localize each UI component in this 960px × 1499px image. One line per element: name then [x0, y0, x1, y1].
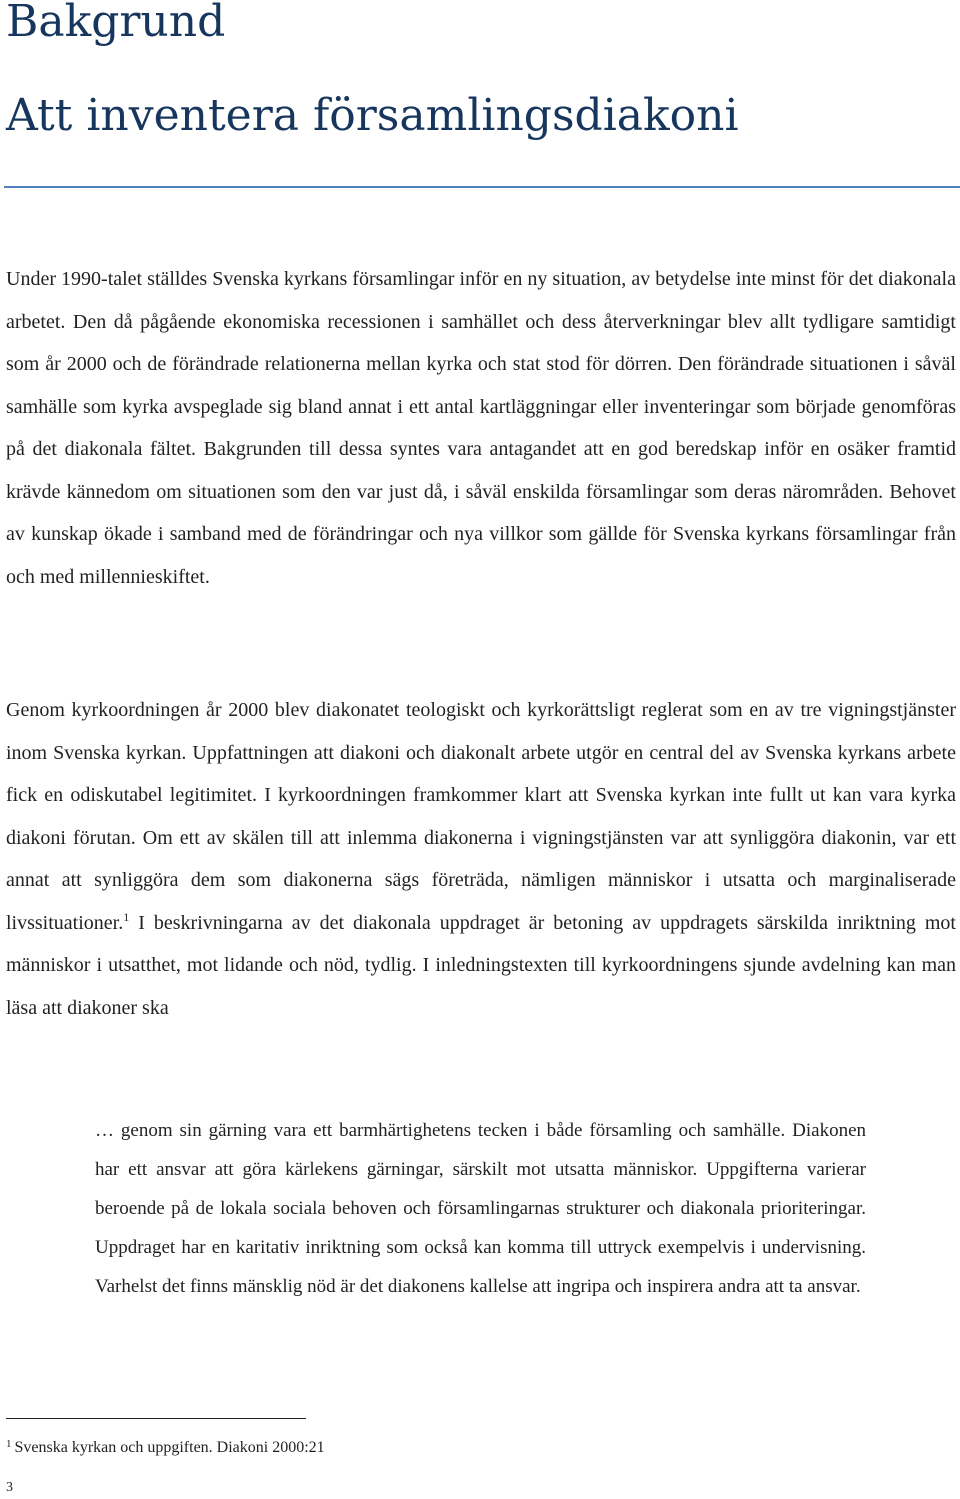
- body-paragraph-2: [6, 689, 956, 1029]
- title-divider: [4, 186, 960, 188]
- footnote: [6, 1433, 325, 1459]
- footnote-text: Svenska kyrkan och uppgiften. Diakoni 2000:21: [14, 1439, 325, 1456]
- footnote-reference[interactable]: 1: [123, 909, 130, 924]
- paragraph-2-text-before-ref: Genom kyrkoordningen år 2000 blev diakonatet teologiskt och kyrkorättsligt reglerat som en av tre vigningstjänster inom Svenska kyrkan. Uppfattningen att diakoni och diakonalt arbete utgör en central del av Svenska kyrkans arbete fick en odiskutabel legitimitet. I kyrkoordningen framkommer klart att Svenska kyrkan inte fullt ut kan vara kyrka diakoni förutan. Om ett av skälen till att inlemma diakonerna i vigningstjänsten var att synliggöra diakonin, var ett annat att synliggöra dem som diakonerna sägs företräda, nämligen människor i utsatta och marginaliserade livssituationer.: [6, 699, 956, 934]
- footnote-divider: [6, 1418, 306, 1419]
- section-heading: Bakgrund: [6, 0, 226, 47]
- body-paragraph-1: Under 1990-talet ställdes Svenska kyrkans församlingar inför en ny situation, av betydelse inte minst för det diakonala arbetet. Den då pågående ekonomiska recessionen i samhället och dess återverkningar blev allt tydligare samtidigt som år 2000 och de förändrade relationerna mellan kyrka och stat stod för dörren. Den förändrade situationen i såväl samhälle som kyrka avspeglade sig bland annat i ett antal kartläggningar eller inventeringar som började genomföras på det diakonala fältet. Bakgrunden till dessa syntes vara antagandet att en god beredskap inför en osäker framtid krävde kännedom om situationen som den var just då, i såväl enskilda församlingar som deras närområden. Behovet av kunskap ökade i samband med de förändringar och nya villkor som gällde för Svenska kyrkans församlingar från och med millennieskiftet.: [6, 268, 956, 588]
- document-title: Att inventera församlingsdiakoni: [6, 90, 739, 141]
- block-quote: … genom sin gärning vara ett barmhärtighetens tecken i både församling och samhälle. Diakonen har ett ansvar att göra kärlekens gärningar, särskilt mot utsatta människor. Uppgifterna varierar beroende på de lokala sociala behoven och församlingarnas strukturer och diakonala prioriteringar. Uppdraget har en karitativ inriktning som också kan komma till uttryck exempelvis i undervisning. Varhelst det finns mänsklig nöd är det diakonens kallelse att ingripa och inspirera andra att ta ansvar.: [95, 1120, 866, 1297]
- paragraph-2-text-after-ref: I beskrivningarna av det diakonala uppdraget är betoning av uppdragets särskilda inriktning mot människor i utsatthet, mot lidande och nöd, tydlig. I inledningstexten till kyrkoordningens sjunde avdelning kan man läsa att diakoner ska: [6, 911, 956, 1019]
- page-number: 3: [6, 1480, 13, 1495]
- footnote-number: 1: [6, 1438, 12, 1450]
